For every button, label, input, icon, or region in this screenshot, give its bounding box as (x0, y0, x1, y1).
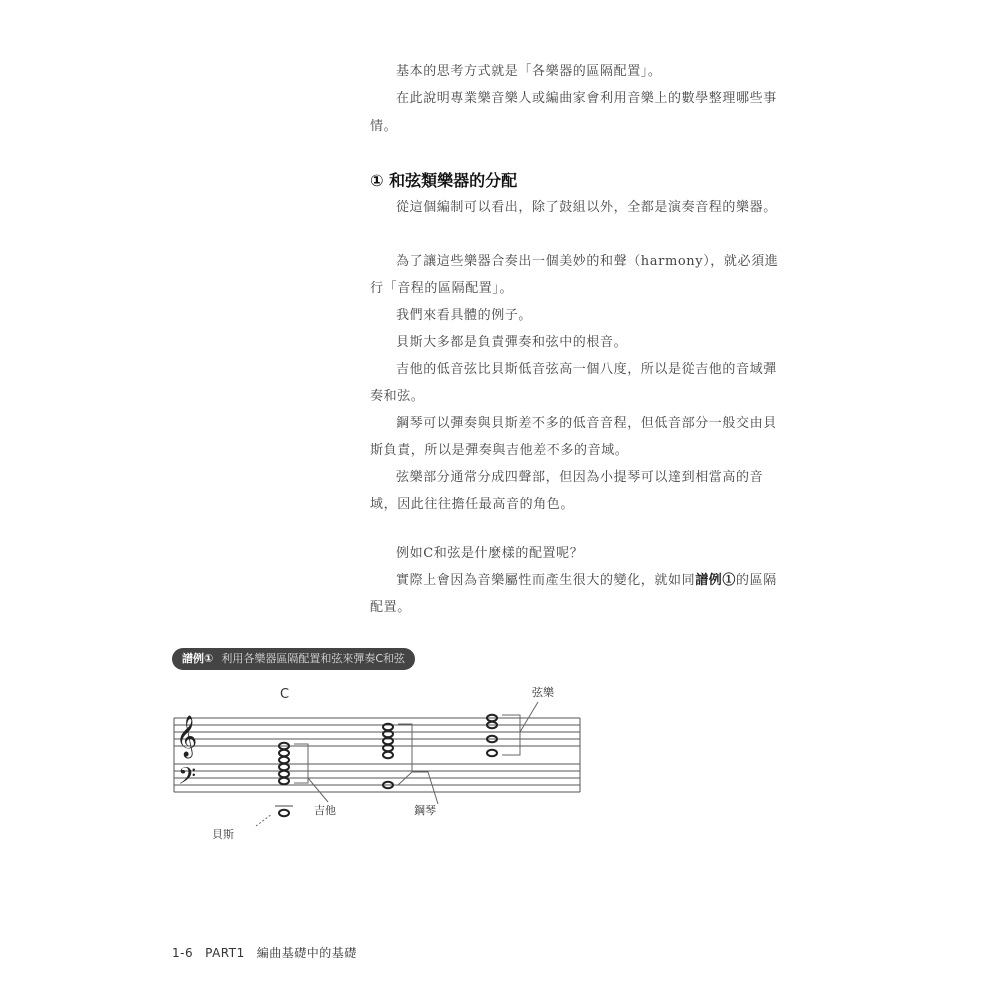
section-paragraph-4: 貝斯大多都是負責彈奏和弦中的根音。 (396, 335, 628, 350)
footer-part: PART1 (205, 946, 245, 960)
strings-bracket (502, 702, 538, 755)
strings-chord-notes (487, 715, 497, 756)
score-figure (160, 680, 600, 870)
section-paragraph-5: 吉他的低音弦比貝斯低音弦高一個八度，所以是從吉他的音域彈奏和弦。 (370, 362, 777, 404)
strings-label: 弦樂 (532, 686, 554, 699)
bass-pointer (256, 814, 272, 826)
figure-tag: 譜例① (182, 652, 214, 665)
example-answer-text: 實際上會因為音樂屬性而產生很大的變化，就如同 (396, 573, 696, 588)
bass-staff (174, 764, 580, 792)
bass-note (275, 806, 293, 816)
figure-caption-text: 利用各樂器區隔配置和弦來彈奏C和弦 (221, 652, 406, 665)
example-figure-reference: 譜例① (695, 573, 737, 588)
example-question: 例如C和弦是什麼樣的配置呢？ (396, 546, 584, 561)
intro-line-1: 基本的思考方式就是「各樂器的區隔配置」。 (396, 64, 662, 79)
chord-symbol: C (280, 687, 290, 702)
example-answer (370, 567, 780, 621)
intro-line-2: 在此說明專業樂音樂人或編曲家會利用音樂上的數學整理哪些事情。 (370, 91, 777, 134)
section-paragraph-2: 為了讓這些樂器合奏出一個美妙的和聲（harmony），就必須進行「音程的區隔配置」。 (370, 254, 779, 296)
bass-clef-icon: 𝄢 (178, 762, 197, 795)
section-paragraph-7: 弦樂部分通常分成四聲部，但因為小提琴可以達到相當高的音域，因此往往擔任最高音的角色。 (370, 470, 764, 512)
section-heading: ① 和弦類樂器的分配 (370, 171, 518, 190)
guitar-bracket (294, 744, 328, 802)
piano-label: 鋼琴 (414, 804, 436, 817)
piano-chord-notes (383, 724, 393, 788)
section-paragraph-3: 我們來看具體的例子。 (396, 308, 533, 323)
footer-title: 編曲基礎中的基礎 (256, 946, 357, 960)
treble-clef-icon: 𝄞 (176, 716, 198, 757)
page-number: 1-6 (172, 946, 194, 960)
section-paragraph-6: 鋼琴可以彈奏與貝斯差不多的低音音程，但低音部分一般交由貝斯負責，所以是彈奏與吉他差不多的音域。 (370, 416, 777, 458)
guitar-label: 吉他 (314, 804, 336, 817)
section-paragraph-1: 從這個編制可以看出，除了鼓組以外，全都是演奏音程的樂器。 (396, 200, 777, 215)
example-answer-end: 的區隔配置。 (370, 573, 777, 615)
bass-label: 貝斯 (212, 828, 234, 841)
figure-caption (172, 648, 415, 670)
page-footer (172, 944, 369, 961)
treble-staff (174, 718, 580, 746)
